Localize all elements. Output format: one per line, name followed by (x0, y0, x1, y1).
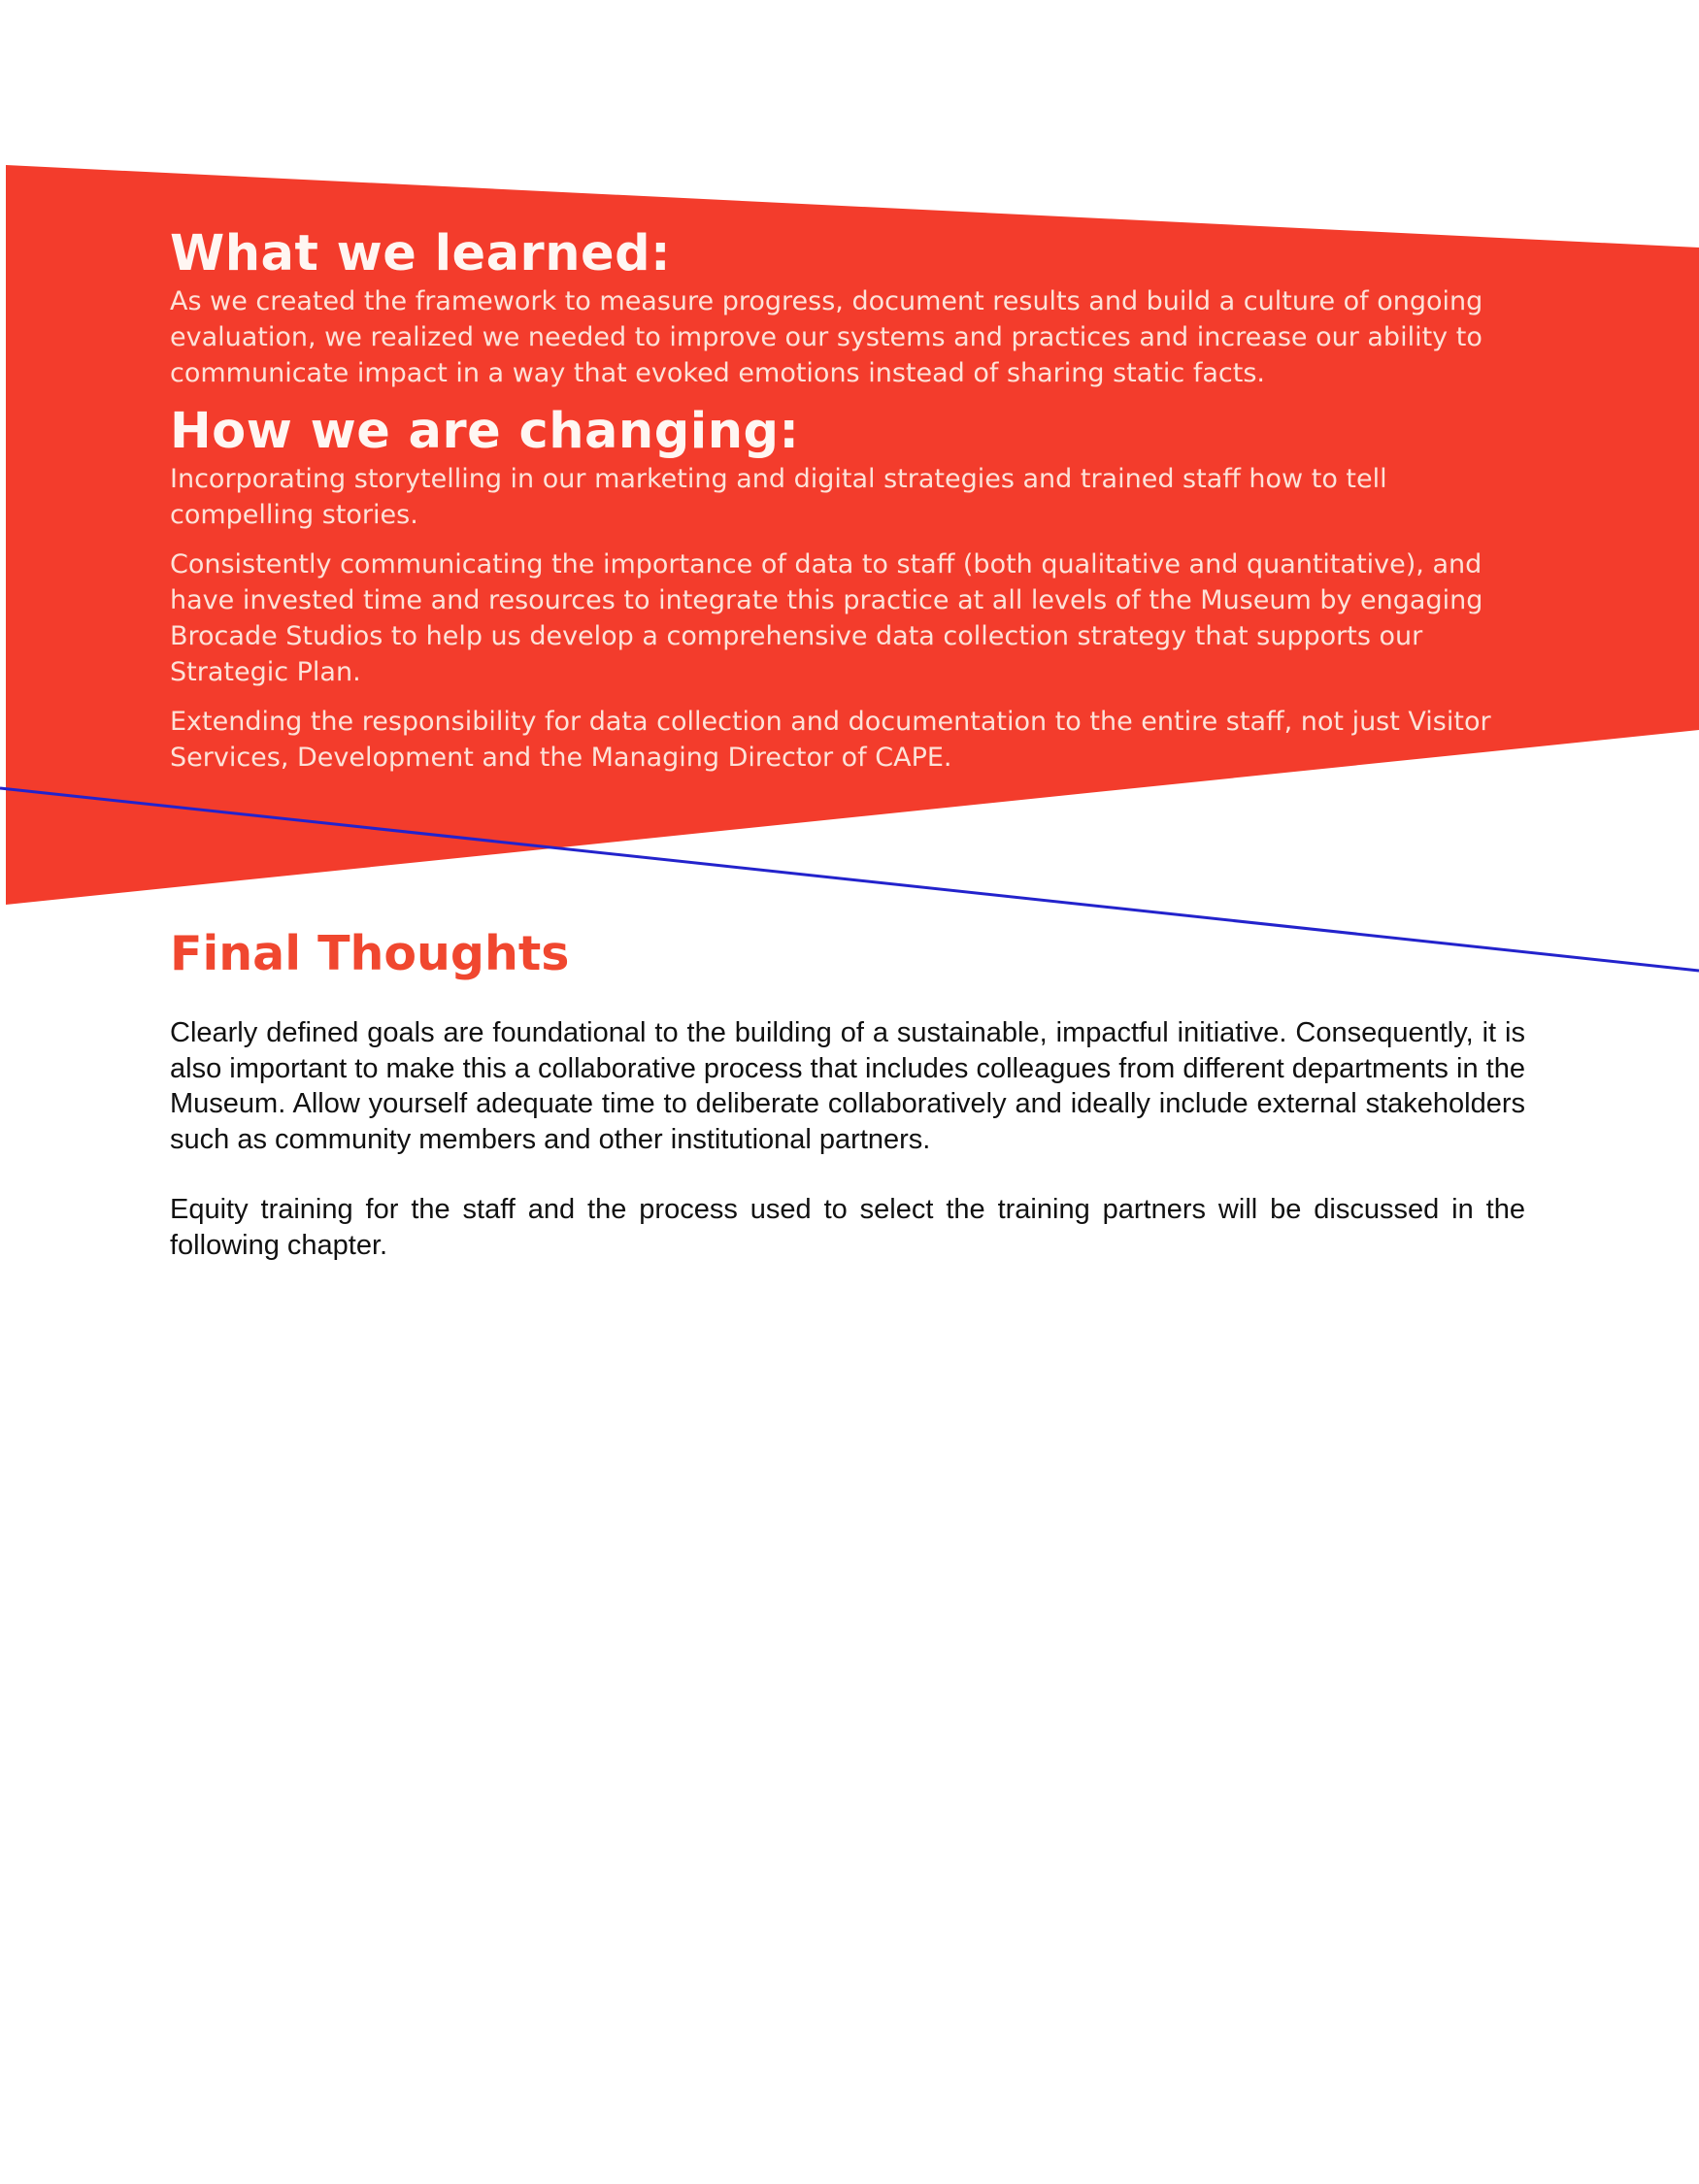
banner-text-block (170, 225, 1529, 776)
changing-heading: How we are changing: (170, 403, 800, 460)
changing-item-data: Consistently communicating the importance of data to staff (both qualitative and quantitative), and have invested time and resources to integrate this practice at all levels of the Museum by engaging Brocade Studios to help us develop a comprehensive data collection strategy that supports our Strategic Plan. (170, 549, 1483, 687)
learned-heading: What we learned: (170, 225, 672, 282)
final-thoughts-title: Final Thoughts (170, 926, 570, 981)
learned-paragraph: As we created the framework to measure progress, document results and build a culture of ongoing evaluation, we realized we needed to improve our systems and practices and increase our ability to communicate impact in a way that evoked emotions instead of sharing static facts. (170, 286, 1483, 388)
final-thoughts-section (170, 920, 1525, 1298)
changing-item-storytelling: Incorporating storytelling in our marketing and digital strategies and trained staff how to tell compelling stories. (170, 464, 1387, 530)
changing-item-responsibility: Extending the responsibility for data collection and documentation to the entire staff, not just Visitor Services, Development and the Managing Director of CAPE. (170, 707, 1491, 773)
final-thoughts-paragraph-equity: Equity training for the staff and the process used to select the training partners will be discussed in the following chapter. (170, 1194, 1525, 1261)
final-thoughts-paragraph-goals: Clearly defined goals are foundational to the building of a sustainable, impactful initiative. Consequently, it is also important to make this a collaborative process that includes colleagues from different departments in the Museum. Allow yourself adequate time to deliberate collaboratively and ideally include external stakeholders such as community members and other institutional partners. (170, 1017, 1525, 1155)
